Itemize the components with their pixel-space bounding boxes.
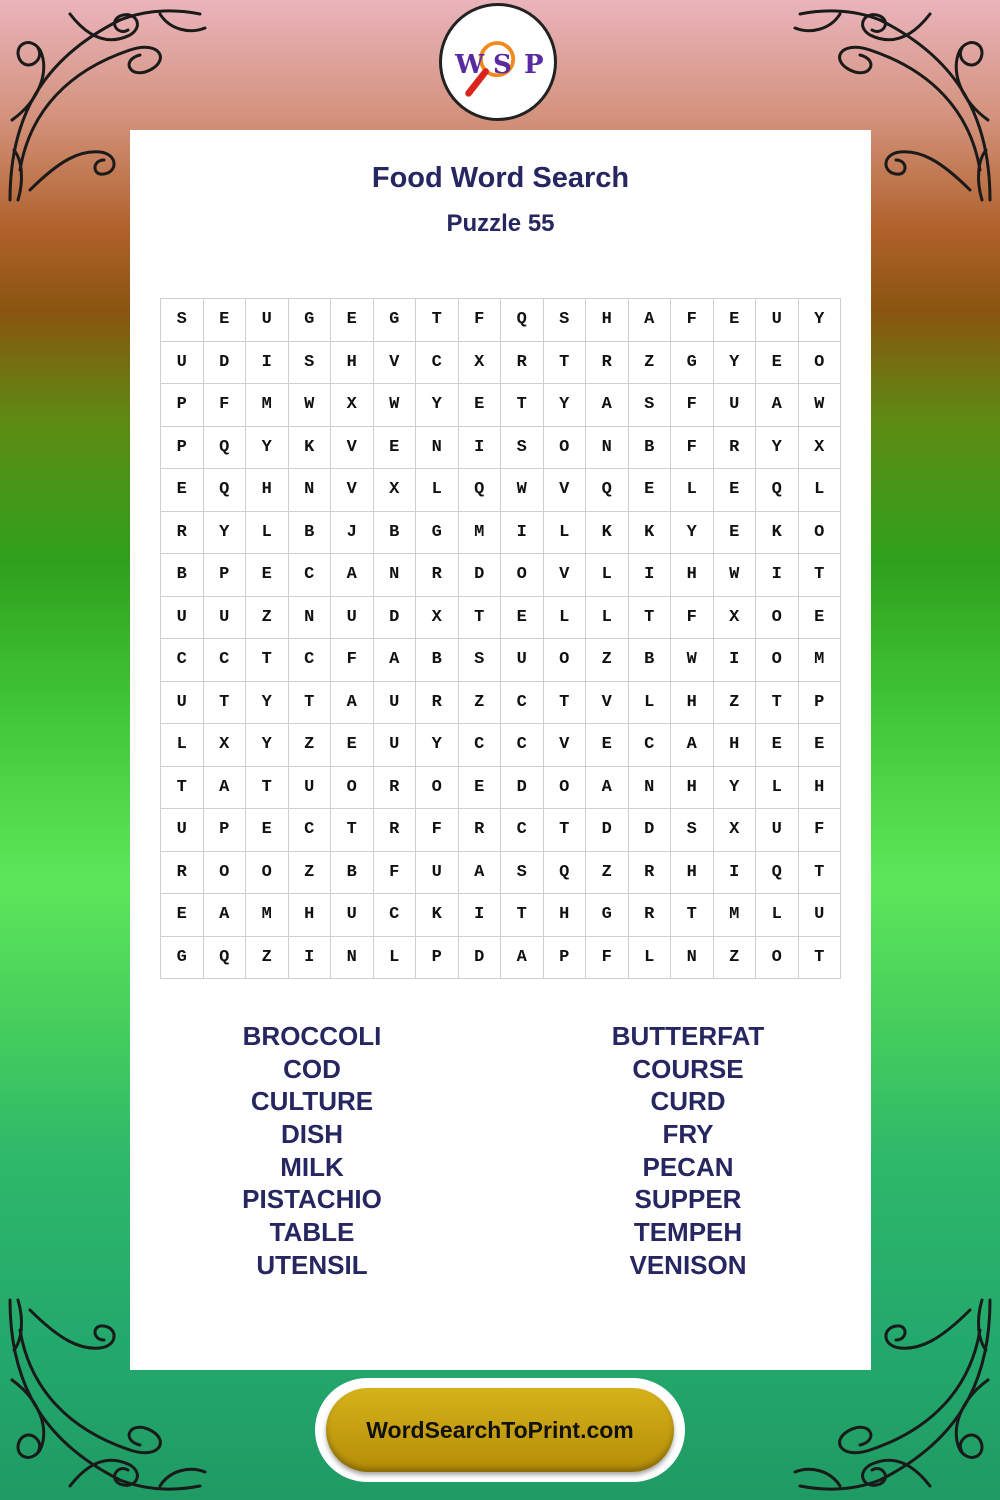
grid-cell[interactable]: F — [586, 937, 629, 980]
grid-cell[interactable]: U — [374, 682, 417, 725]
grid-cell[interactable]: E — [459, 767, 502, 810]
puzzle-subtitle: Puzzle 55 — [446, 210, 555, 237]
grid-cell[interactable]: Y — [799, 299, 842, 342]
grid-cell[interactable]: P — [799, 682, 842, 725]
grid-cell[interactable]: Z — [586, 639, 629, 682]
grid-cell[interactable]: W — [374, 384, 417, 427]
grid-cell[interactable]: L — [671, 469, 714, 512]
word-list-item: VENISON — [629, 1249, 747, 1280]
grid-cell[interactable]: Y — [671, 512, 714, 555]
grid-cell[interactable]: N — [629, 767, 672, 810]
grid-cell[interactable]: T — [246, 639, 289, 682]
grid-cell[interactable]: E — [204, 299, 247, 342]
grid-cell[interactable]: A — [629, 299, 672, 342]
grid-cell[interactable]: Q — [756, 469, 799, 512]
grid-cell[interactable]: O — [756, 937, 799, 980]
grid-cell[interactable]: Y — [544, 384, 587, 427]
word-list-item: UTENSIL — [256, 1249, 368, 1280]
grid-cell[interactable]: U — [416, 852, 459, 895]
grid-cell[interactable]: E — [586, 724, 629, 767]
grid-cell[interactable]: D — [459, 937, 502, 980]
word-list-item: BUTTERFAT — [611, 1021, 765, 1051]
grid-cell[interactable]: U — [374, 724, 417, 767]
grid-cell[interactable]: H — [671, 767, 714, 810]
grid-cell[interactable]: Y — [756, 427, 799, 470]
grid-cell[interactable]: E — [714, 469, 757, 512]
puzzle-title: Food Word Search — [371, 162, 630, 194]
word-list-item: CULTURE — [250, 1086, 374, 1117]
grid-cell[interactable]: I — [289, 937, 332, 980]
grid-cell[interactable]: A — [459, 852, 502, 895]
grid-cell[interactable]: O — [544, 639, 587, 682]
grid-cell[interactable]: K — [629, 512, 672, 555]
grid-cell[interactable]: R — [374, 809, 417, 852]
grid-cell[interactable]: A — [204, 894, 247, 937]
word-list-item: TEMPEH — [633, 1217, 743, 1248]
grid-cell[interactable]: R — [714, 427, 757, 470]
grid-cell[interactable]: O — [501, 554, 544, 597]
grid-cell[interactable]: Q — [459, 469, 502, 512]
grid-cell[interactable]: L — [544, 512, 587, 555]
grid-cell[interactable]: A — [204, 767, 247, 810]
grid-cell[interactable]: I — [714, 639, 757, 682]
grid-cell[interactable]: F — [671, 384, 714, 427]
grid-cell[interactable]: T — [204, 682, 247, 725]
grid-cell[interactable]: G — [586, 894, 629, 937]
grid-cell[interactable]: V — [544, 724, 587, 767]
grid-cell[interactable]: L — [799, 469, 842, 512]
grid-cell[interactable]: D — [459, 554, 502, 597]
word-list-item: FRY — [662, 1119, 714, 1150]
grid-cell[interactable]: G — [416, 512, 459, 555]
letter-grid — [160, 298, 841, 979]
grid-cell[interactable]: A — [671, 724, 714, 767]
grid-cell[interactable]: K — [416, 894, 459, 937]
grid-cell[interactable]: L — [416, 469, 459, 512]
grid-cell[interactable]: T — [544, 682, 587, 725]
grid-cell[interactable]: T — [671, 894, 714, 937]
grid-cell[interactable]: E — [161, 469, 204, 512]
grid-cell[interactable]: B — [629, 427, 672, 470]
grid-cell[interactable]: F — [331, 639, 374, 682]
grid-cell[interactable]: S — [459, 639, 502, 682]
grid-cell[interactable]: X — [459, 342, 502, 385]
grid-cell[interactable]: P — [416, 937, 459, 980]
grid-cell[interactable]: U — [501, 639, 544, 682]
grid-cell[interactable]: P — [204, 554, 247, 597]
grid-cell[interactable]: H — [246, 469, 289, 512]
grid-cell[interactable]: W — [671, 639, 714, 682]
grid-cell[interactable]: N — [374, 554, 417, 597]
grid-cell[interactable]: H — [331, 342, 374, 385]
grid-cell[interactable]: I — [246, 342, 289, 385]
word-list-item: PISTACHIO — [242, 1184, 382, 1215]
grid-cell[interactable]: S — [629, 384, 672, 427]
grid-cell[interactable]: U — [756, 809, 799, 852]
grid-cell[interactable]: Z — [629, 342, 672, 385]
grid-cell[interactable]: C — [416, 342, 459, 385]
grid-cell[interactable]: C — [459, 724, 502, 767]
grid-cell[interactable]: Z — [459, 682, 502, 725]
grid-cell[interactable]: Q — [756, 852, 799, 895]
site-link-button[interactable] — [315, 1378, 685, 1482]
grid-cell[interactable]: C — [161, 639, 204, 682]
grid-cell[interactable]: U — [289, 767, 332, 810]
grid-cell[interactable]: A — [374, 639, 417, 682]
grid-cell[interactable]: R — [459, 809, 502, 852]
grid-cell[interactable]: X — [374, 469, 417, 512]
grid-cell[interactable]: A — [331, 682, 374, 725]
grid-cell[interactable]: C — [501, 682, 544, 725]
grid-cell[interactable]: O — [799, 342, 842, 385]
grid-cell[interactable]: L — [756, 767, 799, 810]
grid-cell[interactable]: T — [756, 682, 799, 725]
grid-cell[interactable]: O — [246, 852, 289, 895]
grid-cell[interactable]: W — [714, 554, 757, 597]
grid-cell[interactable]: Y — [204, 512, 247, 555]
grid-cell[interactable]: U — [161, 597, 204, 640]
grid-cell[interactable]: N — [289, 597, 332, 640]
grid-cell[interactable]: A — [756, 384, 799, 427]
grid-cell[interactable]: H — [671, 852, 714, 895]
grid-cell[interactable]: R — [416, 682, 459, 725]
grid-cell[interactable]: R — [416, 554, 459, 597]
grid-cell[interactable]: X — [714, 597, 757, 640]
grid-cell[interactable]: E — [374, 427, 417, 470]
grid-cell[interactable]: B — [331, 852, 374, 895]
grid-cell[interactable]: C — [289, 554, 332, 597]
grid-cell[interactable]: H — [714, 724, 757, 767]
grid-cell[interactable]: F — [459, 299, 502, 342]
word-list-item: SUPPER — [634, 1184, 742, 1215]
grid-cell[interactable]: Q — [204, 469, 247, 512]
grid-cell[interactable]: Y — [246, 427, 289, 470]
grid-cell[interactable]: N — [289, 469, 332, 512]
grid-cell[interactable]: D — [586, 809, 629, 852]
grid-cell[interactable]: U — [161, 682, 204, 725]
grid-cell[interactable]: H — [799, 767, 842, 810]
grid-cell[interactable]: Z — [246, 597, 289, 640]
grid-cell[interactable]: G — [374, 299, 417, 342]
grid-cell[interactable]: F — [671, 597, 714, 640]
logo-letter-s: S — [493, 50, 512, 80]
grid-cell[interactable]: U — [246, 299, 289, 342]
grid-cell[interactable]: Q — [501, 299, 544, 342]
grid-cell[interactable]: G — [161, 937, 204, 980]
grid-cell[interactable]: U — [204, 597, 247, 640]
grid-cell[interactable]: S — [501, 852, 544, 895]
grid-cell[interactable]: H — [671, 554, 714, 597]
grid-cell[interactable]: T — [544, 342, 587, 385]
grid-cell[interactable]: X — [416, 597, 459, 640]
grid-cell[interactable]: L — [629, 937, 672, 980]
grid-cell[interactable]: P — [161, 384, 204, 427]
grid-cell[interactable]: T — [799, 937, 842, 980]
grid-cell[interactable]: U — [331, 894, 374, 937]
grid-cell[interactable]: S — [161, 299, 204, 342]
grid-cell[interactable]: J — [331, 512, 374, 555]
grid-cell[interactable]: L — [161, 724, 204, 767]
grid-cell[interactable]: T — [501, 894, 544, 937]
grid-cell[interactable]: Z — [246, 937, 289, 980]
word-list-item: CURD — [650, 1086, 726, 1117]
logo-letter-w: W — [455, 50, 485, 80]
wsp-logo[interactable] — [439, 3, 557, 121]
grid-cell[interactable]: Q — [204, 427, 247, 470]
grid-cell[interactable]: V — [331, 427, 374, 470]
grid-cell[interactable]: O — [544, 427, 587, 470]
grid-cell[interactable]: V — [331, 469, 374, 512]
grid-cell[interactable]: L — [629, 682, 672, 725]
grid-cell[interactable]: R — [161, 852, 204, 895]
grid-cell[interactable]: A — [331, 554, 374, 597]
grid-cell[interactable]: Q — [544, 852, 587, 895]
grid-cell[interactable]: K — [586, 512, 629, 555]
grid-cell[interactable]: C — [204, 639, 247, 682]
grid-cell[interactable]: P — [204, 809, 247, 852]
grid-cell[interactable]: M — [799, 639, 842, 682]
grid-cell[interactable]: V — [544, 469, 587, 512]
word-list-item: BROCCOLI — [242, 1021, 382, 1051]
grid-cell[interactable]: C — [501, 724, 544, 767]
grid-cell[interactable]: G — [671, 342, 714, 385]
site-link-inner — [326, 1388, 674, 1472]
grid-cell[interactable]: V — [544, 554, 587, 597]
grid-cell[interactable]: S — [671, 809, 714, 852]
grid-cell[interactable]: N — [671, 937, 714, 980]
grid-cell[interactable]: S — [544, 299, 587, 342]
grid-cell[interactable]: D — [374, 597, 417, 640]
grid-cell[interactable]: Y — [714, 342, 757, 385]
grid-cell[interactable]: T — [459, 597, 502, 640]
grid-cell[interactable]: P — [161, 427, 204, 470]
grid-cell[interactable]: E — [246, 554, 289, 597]
grid-cell[interactable]: Z — [289, 724, 332, 767]
grid-cell[interactable]: E — [246, 809, 289, 852]
grid-cell[interactable]: T — [629, 597, 672, 640]
grid-cell[interactable]: H — [289, 894, 332, 937]
grid-cell[interactable]: M — [246, 384, 289, 427]
grid-cell[interactable]: L — [756, 894, 799, 937]
grid-cell[interactable]: F — [671, 427, 714, 470]
grid-cell[interactable]: F — [204, 384, 247, 427]
grid-cell[interactable]: T — [544, 809, 587, 852]
word-list-item: PECAN — [642, 1151, 734, 1182]
grid-cell[interactable]: F — [671, 299, 714, 342]
grid-cell[interactable]: T — [331, 809, 374, 852]
grid-cell[interactable]: R — [629, 852, 672, 895]
grid-cell[interactable]: R — [161, 512, 204, 555]
grid-cell[interactable]: D — [501, 767, 544, 810]
grid-cell[interactable]: C — [629, 724, 672, 767]
word-list-item: DISH — [280, 1119, 344, 1150]
grid-cell[interactable]: Z — [586, 852, 629, 895]
word-list-item: COD — [283, 1053, 341, 1084]
grid-cell[interactable]: E — [799, 597, 842, 640]
grid-cell[interactable]: X — [204, 724, 247, 767]
grid-cell[interactable]: C — [289, 809, 332, 852]
grid-cell[interactable]: E — [501, 597, 544, 640]
grid-cell[interactable]: B — [161, 554, 204, 597]
grid-cell[interactable]: P — [544, 937, 587, 980]
grid-cell[interactable]: Z — [714, 682, 757, 725]
grid-cell[interactable]: U — [161, 809, 204, 852]
grid-cell[interactable]: I — [459, 427, 502, 470]
grid-cell[interactable]: O — [331, 767, 374, 810]
grid-cell[interactable]: H — [586, 299, 629, 342]
grid-cell[interactable]: T — [501, 384, 544, 427]
grid-cell[interactable]: V — [374, 342, 417, 385]
word-list-item: COURSE — [632, 1053, 744, 1084]
grid-cell[interactable]: X — [331, 384, 374, 427]
grid-cell[interactable]: T — [289, 682, 332, 725]
grid-cell[interactable]: U — [799, 894, 842, 937]
grid-cell[interactable]: C — [501, 809, 544, 852]
grid-cell[interactable]: S — [501, 427, 544, 470]
grid-cell[interactable]: M — [246, 894, 289, 937]
grid-cell[interactable]: R — [501, 342, 544, 385]
grid-cell[interactable]: C — [374, 894, 417, 937]
grid-cell[interactable]: F — [416, 809, 459, 852]
grid-cell[interactable]: X — [714, 809, 757, 852]
grid-cell[interactable]: U — [714, 384, 757, 427]
grid-cell[interactable]: Z — [714, 937, 757, 980]
grid-cell[interactable]: U — [161, 342, 204, 385]
grid-cell[interactable]: Y — [416, 384, 459, 427]
grid-cell[interactable]: O — [756, 597, 799, 640]
grid-cell[interactable]: A — [586, 767, 629, 810]
grid-cell[interactable]: I — [714, 852, 757, 895]
grid-cell[interactable]: B — [416, 639, 459, 682]
grid-cell[interactable]: L — [544, 597, 587, 640]
grid-cell[interactable]: A — [501, 937, 544, 980]
grid-cell[interactable]: G — [289, 299, 332, 342]
grid-cell[interactable]: A — [586, 384, 629, 427]
grid-cell[interactable]: I — [501, 512, 544, 555]
grid-cell[interactable]: W — [289, 384, 332, 427]
grid-cell[interactable]: O — [799, 512, 842, 555]
grid-cell[interactable]: O — [544, 767, 587, 810]
grid-cell[interactable]: K — [756, 512, 799, 555]
grid-cell[interactable]: C — [289, 639, 332, 682]
grid-cell[interactable]: R — [629, 894, 672, 937]
word-list-item: MILK — [280, 1151, 344, 1182]
grid-cell[interactable]: T — [799, 554, 842, 597]
grid-cell[interactable]: E — [161, 894, 204, 937]
grid-cell[interactable]: F — [374, 852, 417, 895]
grid-cell[interactable]: E — [756, 724, 799, 767]
grid-cell[interactable]: L — [586, 554, 629, 597]
puzzle-sheet — [130, 130, 871, 1370]
grid-cell[interactable]: V — [586, 682, 629, 725]
grid-cell[interactable]: D — [629, 809, 672, 852]
grid-cell[interactable]: Y — [714, 767, 757, 810]
grid-cell[interactable]: H — [544, 894, 587, 937]
grid-cell[interactable]: N — [331, 937, 374, 980]
grid-cell[interactable]: N — [586, 427, 629, 470]
grid-cell[interactable]: Y — [416, 724, 459, 767]
grid-cell[interactable]: M — [459, 512, 502, 555]
grid-cell[interactable]: L — [586, 597, 629, 640]
site-link-label: WordSearchToPrint.com — [366, 1416, 634, 1443]
grid-cell[interactable]: N — [416, 427, 459, 470]
grid-cell[interactable]: O — [416, 767, 459, 810]
grid-cell[interactable]: E — [331, 299, 374, 342]
grid-cell[interactable]: R — [586, 342, 629, 385]
word-list-left-column — [162, 1020, 462, 1282]
grid-cell[interactable]: E — [714, 299, 757, 342]
grid-cell[interactable]: T — [416, 299, 459, 342]
grid-cell[interactable]: K — [289, 427, 332, 470]
grid-cell[interactable]: O — [204, 852, 247, 895]
grid-cell[interactable]: I — [629, 554, 672, 597]
grid-cell[interactable]: I — [756, 554, 799, 597]
grid-cell[interactable]: Y — [246, 724, 289, 767]
grid-cell[interactable]: Z — [289, 852, 332, 895]
grid-cell[interactable]: L — [246, 512, 289, 555]
grid-cell[interactable]: W — [799, 384, 842, 427]
grid-cell[interactable]: B — [629, 639, 672, 682]
grid-cell[interactable]: R — [374, 767, 417, 810]
logo-letter-p: P — [524, 50, 544, 80]
grid-cell[interactable]: E — [331, 724, 374, 767]
grid-cell[interactable]: L — [374, 937, 417, 980]
grid-cell[interactable]: D — [204, 342, 247, 385]
grid-cell[interactable]: E — [714, 512, 757, 555]
grid-cell[interactable]: S — [289, 342, 332, 385]
grid-cell[interactable]: Y — [246, 682, 289, 725]
grid-cell[interactable]: T — [799, 852, 842, 895]
grid-cell[interactable]: F — [799, 809, 842, 852]
grid-cell[interactable]: O — [756, 639, 799, 682]
grid-cell[interactable]: X — [799, 427, 842, 470]
grid-cell[interactable]: E — [799, 724, 842, 767]
grid-cell[interactable]: E — [756, 342, 799, 385]
grid-cell[interactable]: U — [756, 299, 799, 342]
grid-cell[interactable]: U — [331, 597, 374, 640]
grid-cell[interactable]: E — [459, 384, 502, 427]
grid-cell[interactable]: I — [459, 894, 502, 937]
grid-cell[interactable]: W — [501, 469, 544, 512]
grid-cell[interactable]: M — [714, 894, 757, 937]
grid-cell[interactable]: Q — [204, 937, 247, 980]
grid-cell[interactable]: T — [161, 767, 204, 810]
grid-cell[interactable]: B — [374, 512, 417, 555]
grid-cell[interactable]: Q — [586, 469, 629, 512]
grid-cell[interactable]: H — [671, 682, 714, 725]
word-list-right-column — [538, 1020, 838, 1282]
grid-cell[interactable]: E — [629, 469, 672, 512]
word-list-item: TABLE — [269, 1217, 355, 1248]
grid-cell[interactable]: B — [289, 512, 332, 555]
grid-cell[interactable]: T — [246, 767, 289, 810]
